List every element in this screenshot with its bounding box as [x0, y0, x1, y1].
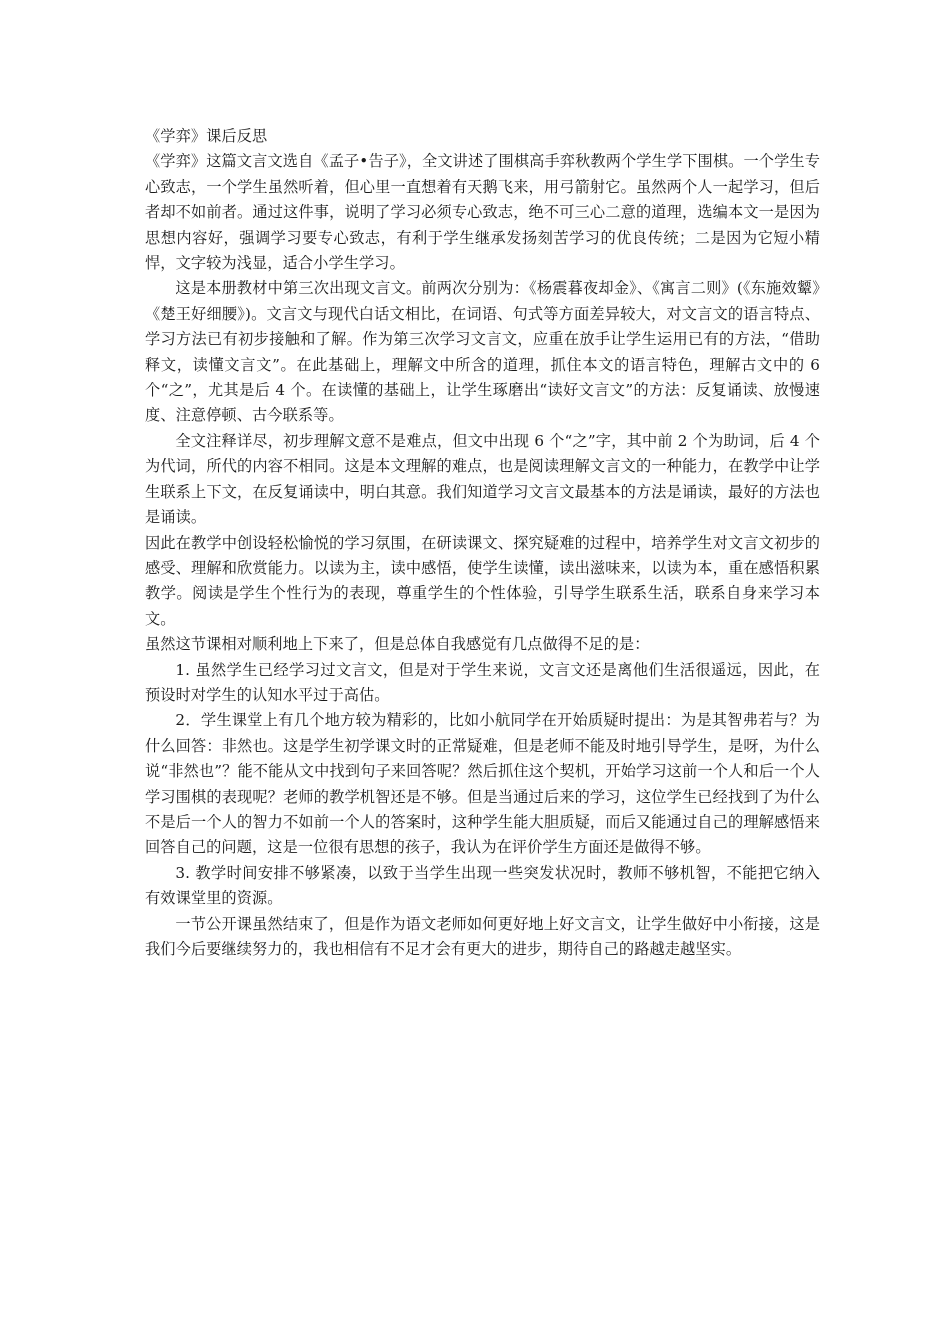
paragraph-point-1: 1. 虽然学生已经学习过文言文，但是对于学生来说，文言文还是离他们生活很遥远，因此，在预设时对学生的认知水平过于高估。: [145, 660, 820, 704]
document-body: [145, 124, 820, 962]
paragraph-difficulty: 全文注释详尽，初步理解文意不是难点，但文中出现 6 个“之”字，其中前 2 个为助词，后 4 个为代词，所代的内容不相同。这是本文理解的难点，也是阅读理解文言文的一种能力，在教学中让学生联系上下文，在反复诵读中，明白其意。我们知道学习文言文最基本的方法是诵读，最好的方法也是诵读。: [145, 431, 820, 527]
paragraph-background: 这是本册教材中第三次出现文言文。前两次分别为：《杨震暮夜却金》、《寓言二则》(《东施效颦》《楚王好细腰》)。文言文与现代白话文相比，在词语、句式等方面差异较大，对文言文的语言特点、学习方法已有初步接触和了解。作为第三次学习文言文，应重在放手让学生运用已有的方法，“借助释文，读懂文言文”。在此基础上，理解文中所含的道理，抓住本文的语言特色，理解古文中的 6 个“之”，尤其是后 4 个。在读懂的基础上，让学生琢磨出“读好文言文”的方法：反复诵读、放慢速度、注意停顿、古今联系等。: [145, 279, 820, 425]
document-title: 《学弈》课后反思: [145, 127, 268, 145]
paragraph-method: 因此在教学中创设轻松愉悦的学习氛围，在研读课文、探究疑难的过程中，培养学生对文言文初步的感受、理解和欣赏能力。以读为主，读中感悟，使学生读懂，读出滋味来，以读为本，重在感悟积累教学。阅读是学生个性行为的表现，尊重学生的个性体验，引导学生联系生活，联系自身来学习本文。: [145, 533, 820, 628]
paragraph-point-2: 2．学生课堂上有几个地方较为精彩的，比如小航同学在开始质疑时提出：为是其智弗若与？为什么回答：非然也。这是学生初学课文时的正常疑难，但是老师不能及时地引导学生，是呀，为什么说“非然也”？能不能从文中找到句子来回答呢？然后抓住这个契机，开始学习这前一个人和后一个人学习围棋的表现呢？老师的教学机智还是不够。但是当通过后来的学习，这位学生已经找到了为什么不是后一个人的智力不如前一个人的答案时，这种学生能大胆质疑，而后又能通过自己的理解感悟来回答自己的问题，这是一位很有思想的孩子，我认为在评价学生方面还是做得不够。: [145, 711, 820, 857]
paragraph-intro: 《学弈》这篇文言文选自《孟子•告子》，全文讲述了围棋高手弈秋教两个学生学下围棋。一个学生专心致志，一个学生虽然听着，但心里一直想着有天鹅飞来，用弓箭射它。虽然两个人一起学习，但后者却不如前者。通过这件事，说明了学习必须专心致志，绝不可三心二意的道理，选编本文一是因为思想内容好，强调学习要专心致志，有利于学生继承发扬刻苦学习的优良传统；二是因为它短小精悍，文字较为浅显，适合小学生学习。: [145, 152, 820, 273]
paragraph-point-3: 3. 教学时间安排不够紧凑，以致于当学生出现一些突发状况时，教师不够机智，不能把它纳入有效课堂里的资源。: [145, 863, 820, 908]
paragraph-conclusion: 一节公开课虽然结束了，但是作为语文老师如何更好地上好文言文，让学生做好中小衔接，这是我们今后要继续努力的，我也相信有不足才会有更大的进步，期待自己的路越走越坚实。: [145, 914, 820, 958]
paragraph-shortcomings-intro: 虽然这节课相对顺利地上下来了，但是总体自我感觉有几点做得不足的是：: [145, 635, 650, 654]
